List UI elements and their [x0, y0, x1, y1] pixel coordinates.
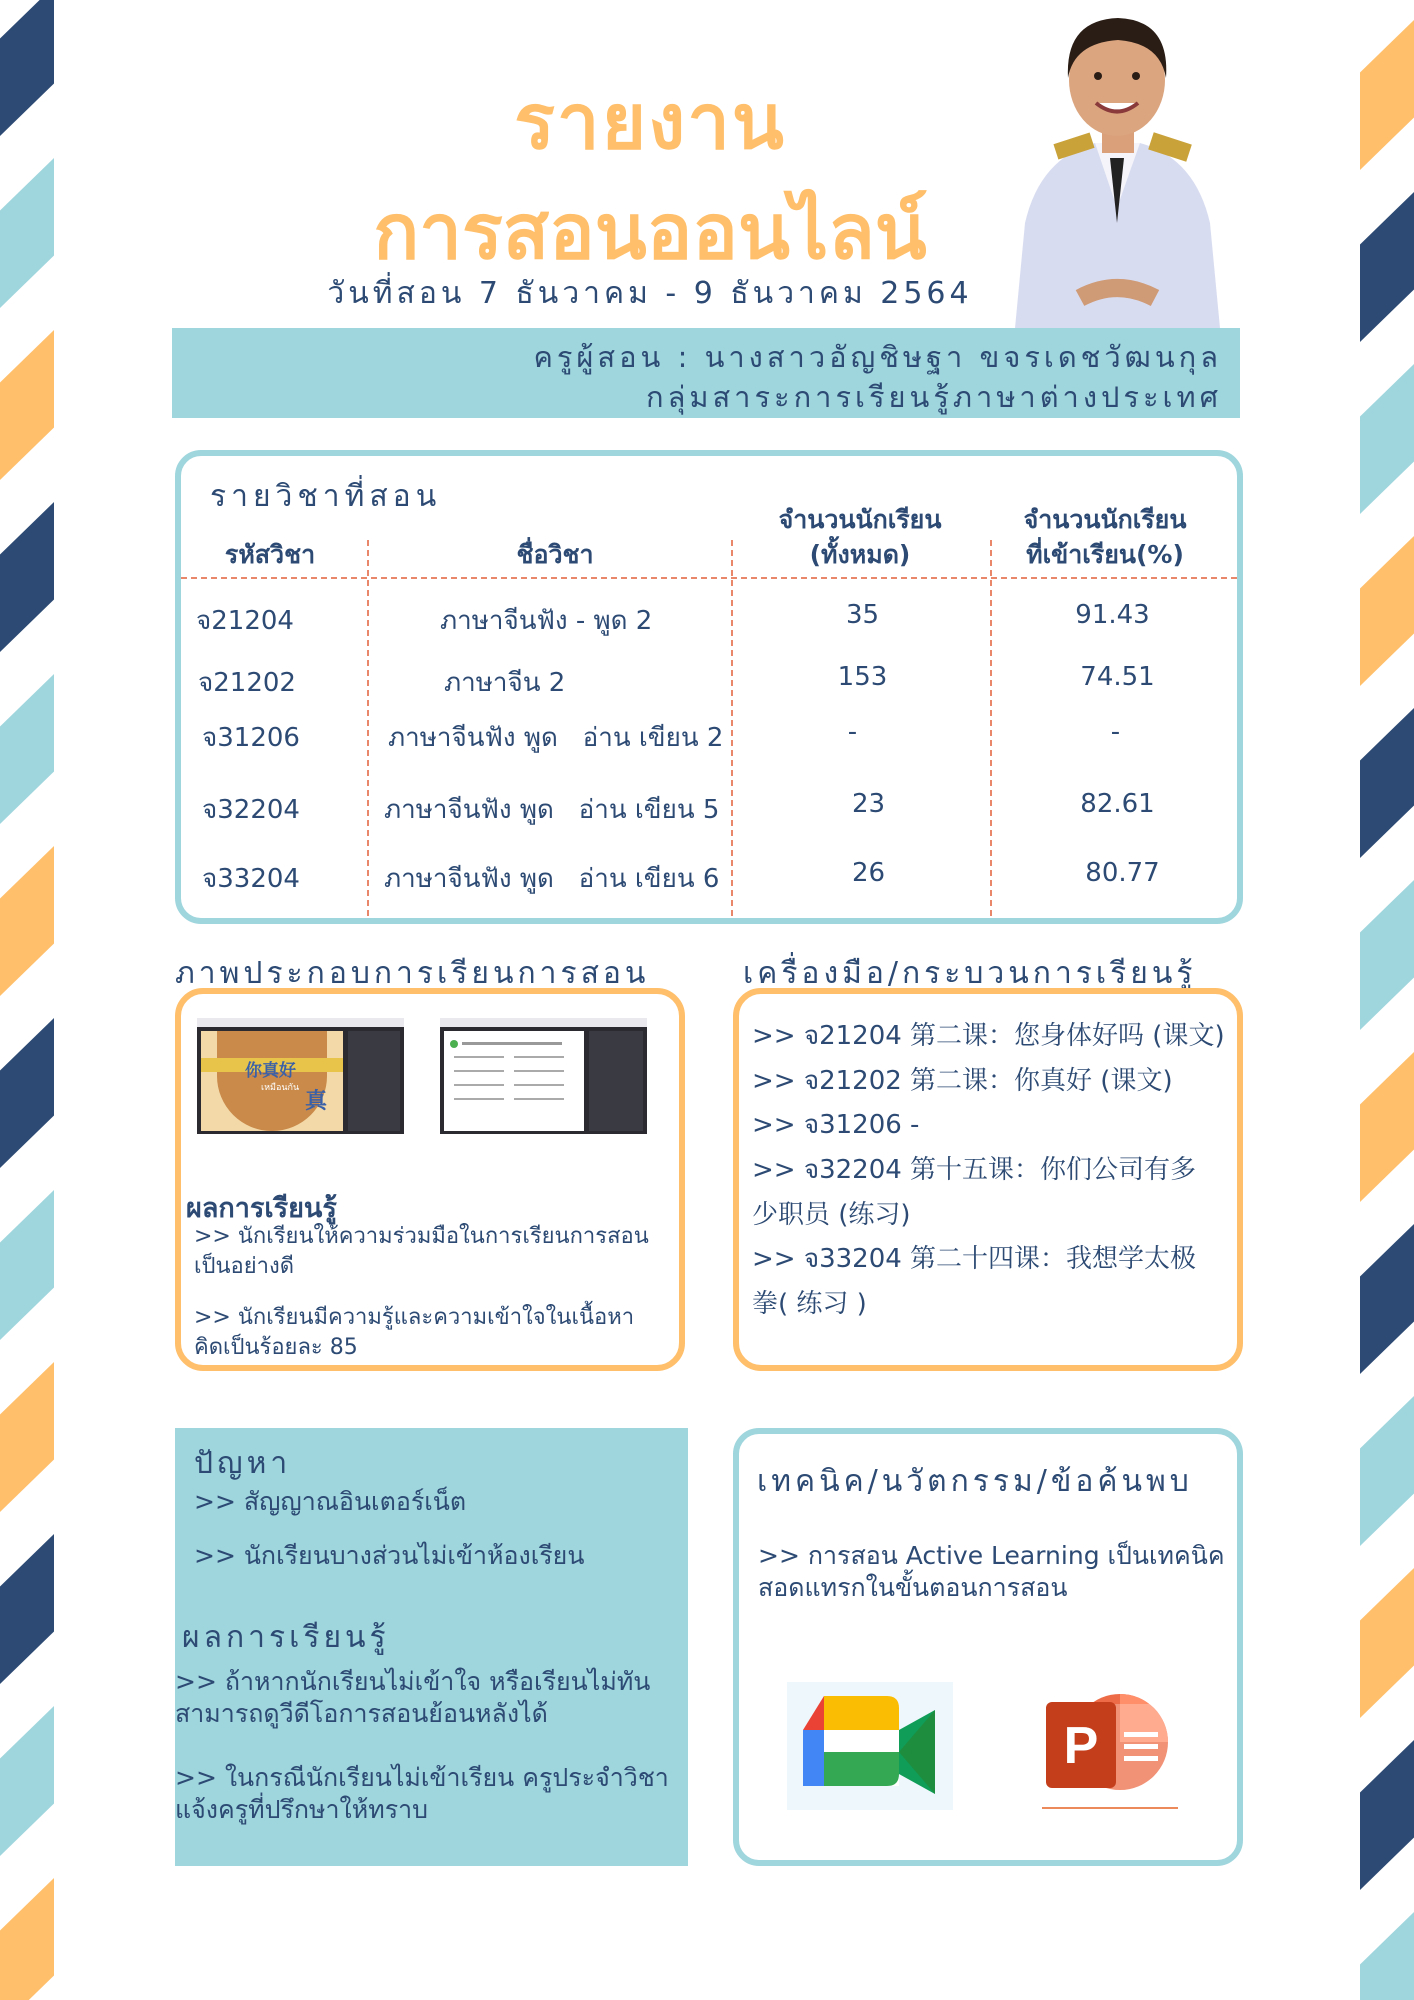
techniques-text: >> การสอน Active Learning เป็นเทคนิคสอดแทรกในขั้นตอนการสอน	[758, 1541, 1225, 1602]
student-total: 26	[851, 858, 886, 888]
tool-line: >> จ21202 第二课：你真好 (课文)	[752, 1066, 1173, 1096]
subject-code: จ21202	[198, 668, 296, 698]
outcome-text-1: >> นักเรียนให้ความร่วมมือในการเรียนการสอน เป็นอย่างดี	[194, 1224, 649, 1279]
attendance-percent: 80.77	[1085, 858, 1160, 888]
techniques-title: เทคนิค/นวัตกรรม/ข้อค้นพบ	[757, 1464, 1193, 1499]
header-code: รหัสวิชา	[224, 540, 316, 569]
tools-title: เครื่องมือ/กระบวนการเรียนรู้	[743, 956, 1197, 991]
report-title: รายงาน	[514, 77, 786, 166]
subject-name: ภาษาจีนฟัง - พูด 2	[440, 606, 653, 636]
outcome-title: ผลการเรียนรู้	[186, 1193, 337, 1224]
subject-code: จ21204	[196, 606, 294, 636]
class-screenshot-2	[440, 1018, 647, 1134]
illustrations-title: ภาพประกอบการเรียนการสอน	[175, 956, 650, 991]
subjects-title: รายวิชาที่สอน	[210, 479, 442, 514]
attendance-percent: 74.51	[1080, 662, 1155, 692]
report-subtitle: การสอนออนไลน์	[373, 187, 927, 276]
subject-code: จ33204	[202, 864, 300, 894]
teaching-date: วันที่สอน 7 ธันวาคม - 9 ธันวาคม 2564	[327, 276, 973, 311]
attendance-percent: 82.61	[1080, 789, 1155, 819]
problems-outcome-2: >> ในกรณีนักเรียนไม่เข้าเรียน ครูประจำวิชา แจ้งครูที่ปรึกษาให้ทราบ	[175, 1763, 669, 1824]
problem-item-2: >> นักเรียนบางส่วนไม่เข้าห้องเรียน	[194, 1541, 585, 1570]
header-total-sub: (ทั้งหมด)	[809, 540, 911, 569]
screenshot-sub-text: เหมือนกัน	[261, 1083, 300, 1093]
screenshot-char: 真	[305, 1089, 328, 1114]
screenshot-chinese-text: 你真好	[245, 1061, 296, 1081]
header-total: จำนวนนักเรียน	[778, 505, 942, 534]
tool-line: >> จ31206 -	[752, 1110, 920, 1140]
ppt-letter: P	[1063, 1717, 1099, 1775]
tool-line: >> จ32204 第十五课：你们公司有多	[752, 1155, 1197, 1185]
tool-line: >> จ21204 第二课：您身体好吗 (课文)	[752, 1021, 1225, 1051]
subject-code: จ31206	[202, 723, 300, 753]
student-total: 153	[837, 662, 888, 692]
outcome-text-2: >> นักเรียนมีความรู้และความเข้าใจในเนื้อหา คิดเป็นร้อยละ 85	[194, 1305, 635, 1360]
header-attend-sub: ที่เข้าเรียน(%)	[1026, 540, 1184, 569]
problem-item-1: >> สัญญาณอินเตอร์เน็ต	[194, 1487, 467, 1516]
powerpoint-icon	[1040, 1682, 1180, 1810]
student-total: -	[847, 717, 858, 747]
subject-name: ภาษาจีนฟัง พูด อ่าน เขียน 6	[384, 864, 720, 894]
problems-outcome-1: >> ถ้าหากนักเรียนไม่เข้าใจ หรือเรียนไม่ทัน สามารถดูวีดีโอการสอนย้อนหลังได้	[175, 1667, 651, 1728]
tool-line: >> จ33204 第二十四课：我想学太极	[752, 1244, 1197, 1274]
subject-name: ภาษาจีนฟัง พูด อ่าน เขียน 2	[388, 723, 724, 753]
class-screenshot-1	[197, 1018, 404, 1134]
student-total: 23	[851, 789, 886, 819]
tool-line: 拳( 练习 )	[752, 1289, 867, 1319]
attendance-percent: 91.43	[1075, 600, 1150, 630]
student-total: 35	[845, 600, 880, 630]
header-name: ชื่อวิชา	[516, 540, 594, 569]
department-name: กลุ่มสาระการเรียนรู้ภาษาต่างประเทศ	[646, 380, 1222, 414]
google-meet-icon	[787, 1682, 953, 1810]
header-attend: จำนวนนักเรียน	[1023, 505, 1187, 534]
subject-code: จ32204	[202, 795, 300, 825]
subject-name: ภาษาจีนฟัง พูด อ่าน เขียน 5	[384, 795, 720, 825]
attendance-percent: -	[1110, 717, 1121, 747]
problems-title: ปัญหา	[194, 1446, 292, 1481]
tool-line: 少职员 (练习)	[752, 1200, 911, 1230]
teacher-name: ครูผู้สอน : นางสาวอัญชิษฐา ขจรเดชวัฒนกุล	[533, 340, 1222, 374]
subject-name: ภาษาจีน 2	[444, 668, 566, 698]
problems-outcome-title: ผลการเรียนรู้	[182, 1620, 390, 1655]
